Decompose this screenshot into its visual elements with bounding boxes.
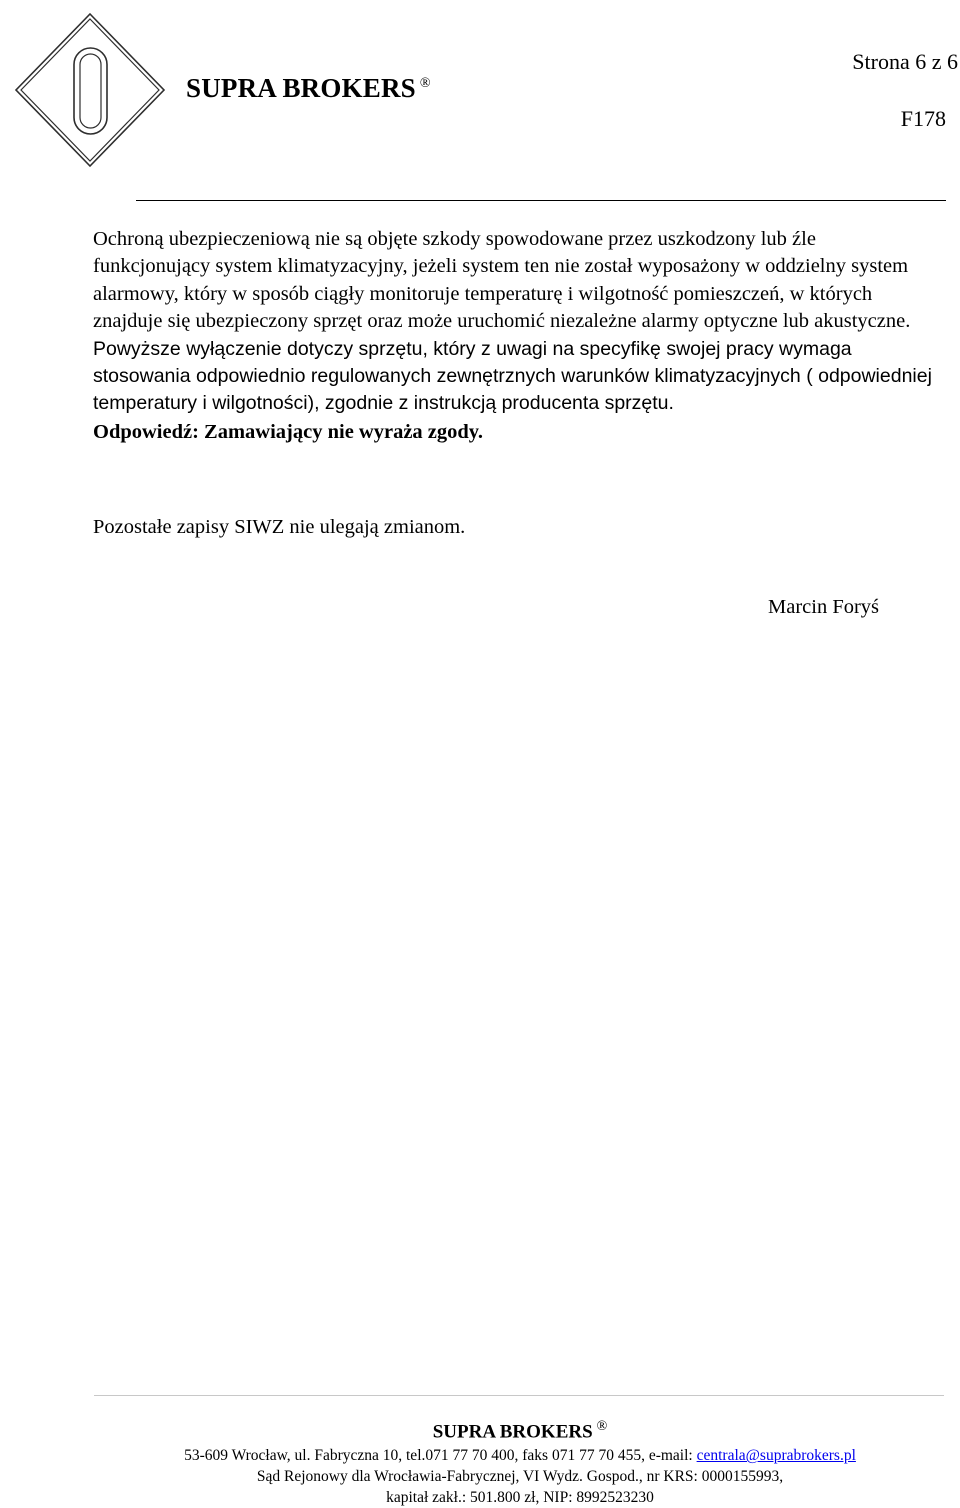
form-code: F178 <box>900 106 946 131</box>
footer-address: 53-609 Wrocław, ul. Fabryczna 10, tel.071 77 70 400, faks 071 77 70 455, e-mail: <box>184 1447 697 1465</box>
footer-registered-mark: ® <box>596 1419 608 1434</box>
footer-capital-line: kapitał zakł.: 501.800 zł, NIP: 8992523230 <box>386 1489 654 1507</box>
supra-brokers-logo <box>14 12 166 168</box>
registered-mark: ® <box>419 76 431 91</box>
answer-statement: Odpowiedź: Zamawiający nie wyraża zgody. <box>93 420 484 443</box>
footer-court-line: Sąd Rejonowy dla Wrocławia-Fabrycznej, VI Wydz. Gospod., nr KRS: 0000155993, <box>256 1468 784 1486</box>
footer-address-line <box>0 1445 960 1466</box>
header-divider <box>136 200 946 201</box>
footer-email-link[interactable]: centrala@suprabrokers.pl <box>696 1447 856 1465</box>
remaining-provisions-note: Pozostałe zapisy SIWZ nie ulegają zmianom. <box>93 516 466 538</box>
exclusion-text-part2: Powyższe wyłączenie dotyczy sprzętu, który z uwagi na specyfikę swojej pracy wymaga stosowania odpowiednio regulowanych zewnętrznych warunków klimatyzacyjnych ( odpowiedniej temperatury i wilgotności), zgodnie z instrukcją producenta sprzętu. <box>93 337 932 415</box>
footer-brand: SUPRA BROKERS ® <box>432 1419 608 1443</box>
exclusion-text-part1: Ochroną ubezpieczeniową nie są objęte szkody spowodowane przez uszkodzony lub źle funkcjonujący system klimatyzacyjny, jeżeli system ten nie został wyposażony w oddzielny system alarmowy, który w sposób ciągły monitoruje temperaturę i wilgotność pomieszczeń, w których znajduje się ubezpieczony sprzęt oraz może uruchomić niezależne alarmy optyczne lub akustyczne. <box>93 228 911 333</box>
exclusion-paragraph <box>93 226 933 418</box>
signature: Marcin Foryś <box>768 596 880 618</box>
brand-name: SUPRA BROKERS ® <box>186 73 431 103</box>
footer-divider <box>94 1395 944 1396</box>
document-body <box>93 226 933 445</box>
page-number: Strona 6 z 6 <box>852 49 958 74</box>
footer <box>0 1414 960 1508</box>
